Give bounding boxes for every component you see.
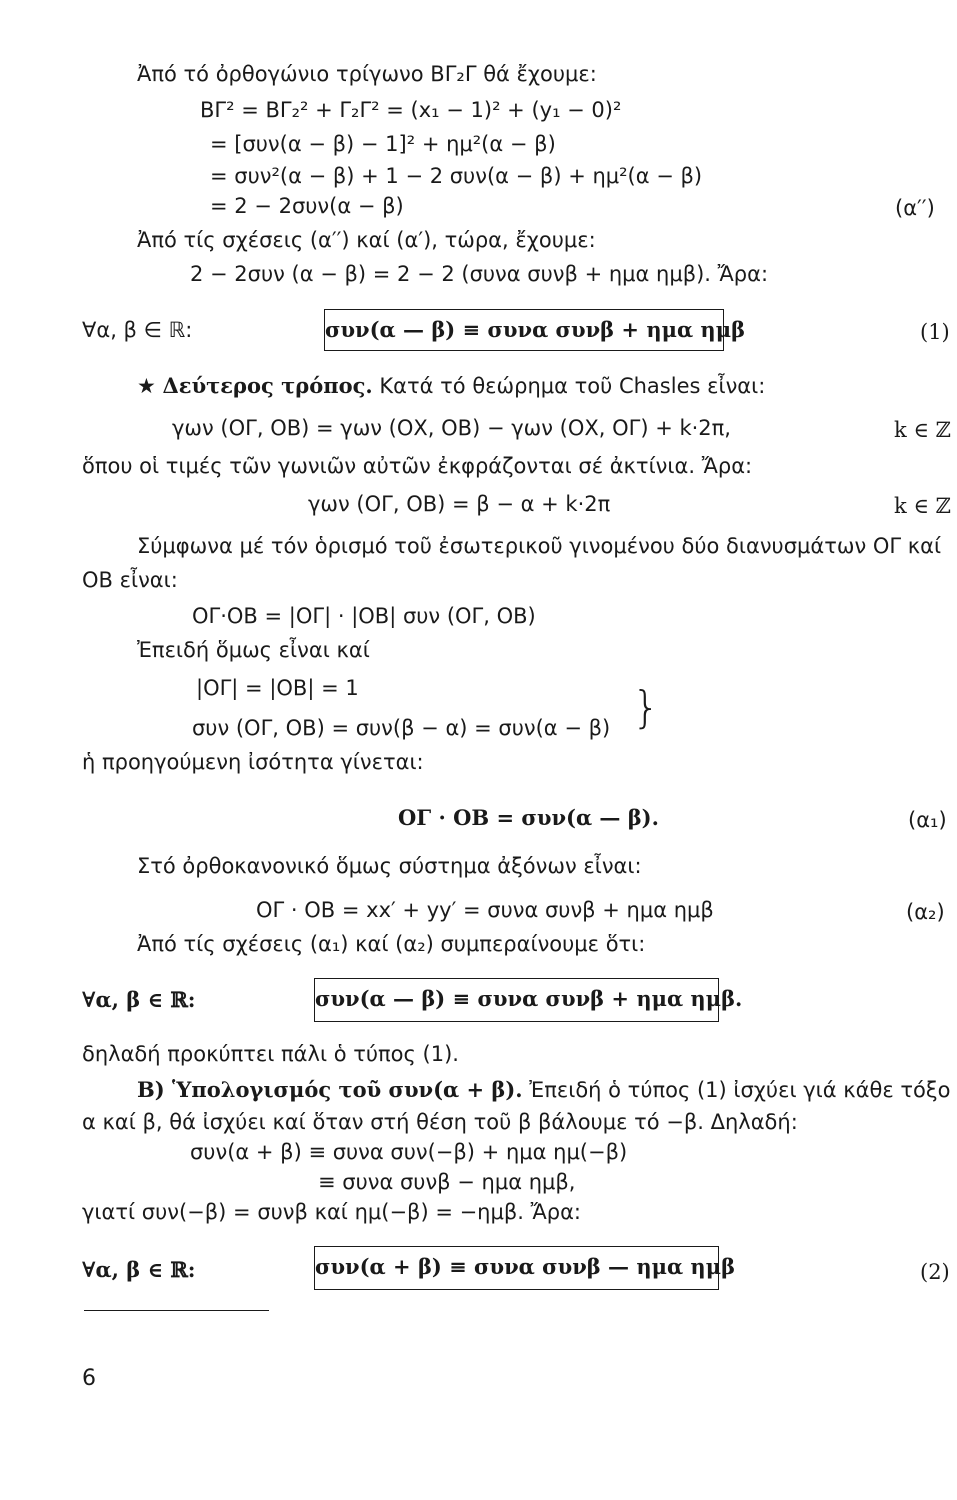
angle-equation: γων (ΟΓ, ΟΒ) = β − α + k·2π <box>308 492 611 516</box>
boxed-formula-1b: συν(α — β) ≡ συνα συνβ + ημα ημβ. <box>314 978 719 1022</box>
section-b-text: Ἐπειδή ὁ τύπος (1) ἰσχύει γιά κάθε τόξο <box>529 1078 951 1102</box>
boxed-formula-2: συν(α + β) ≡ συνα συνβ — ημα ημβ <box>314 1246 719 1290</box>
formula-prefix: ∀α, β ∈ ℝ: <box>82 987 196 1012</box>
equation-line: = 2 − 2συν(α − β) <box>210 194 404 218</box>
section-b-title: Β) Ὑπολογισμός τοῦ συν(α + β). <box>137 1077 523 1102</box>
angle-k: k ∈ ℤ <box>894 494 951 518</box>
page-number: 6 <box>82 1366 96 1391</box>
text-line: ὅπου οἱ τιμές τῶν γωνιῶν αὐτῶν ἐκφράζονται σέ ἀκτίνια. Ἄρα: <box>82 454 753 478</box>
text-line: Ἀπό τό ὀρθογώνιο τρίγωνο ΒΓ₂Γ θά ἔχουμε: <box>137 62 597 86</box>
text-line: α καί β, θά ἰσχύει καί ὅταν στή θέση τοῦ β βάλουμε τό −β. Δηλαδή: <box>82 1110 798 1134</box>
star-icon: ★ <box>137 374 156 398</box>
formula-prefix: ∀α, β ∈ ℝ: <box>82 1257 196 1282</box>
text-line: Ἐπειδή ὅμως εἶναι καί <box>137 638 370 662</box>
chasles-k: k ∈ ℤ <box>894 418 951 442</box>
norm-equation: |ΟΓ| = |ΟΒ| = 1 <box>196 676 359 700</box>
text-line: Σύμφωνα μέ τόν ὁρισμό τοῦ ἐσωτερικοῦ γινομένου δύο διανυσμάτων ΟΓ καί <box>137 534 942 558</box>
equation-line: = συν²(α − β) + 1 − 2 συν(α − β) + ημ²(α − β) <box>210 164 703 188</box>
sum-equation-1: συν(α + β) ≡ συνα συν(−β) + ημα ημ(−β) <box>190 1140 628 1164</box>
formula-tag: (1) <box>920 320 950 344</box>
text-line: ΟΒ εἶναι: <box>82 568 178 592</box>
a1-tag: (α₁) <box>908 808 947 832</box>
a1-equation: ΟΓ · ΟΒ = συν(α — β). <box>398 805 659 830</box>
second-method-text: Κατά τό θεώρημα τοῦ Chasles εἶναι: <box>379 374 766 398</box>
chasles-equation: γων (ΟΓ, ΟΒ) = γων (ΟΧ, ΟΒ) − γων (ΟΧ, ΟΓ) + k·2π, <box>172 416 731 440</box>
section-b-line <box>137 1076 950 1104</box>
equation-line: ΒΓ² = ΒΓ₂² + Γ₂Γ² = (x₁ − 1)² + (y₁ − 0)² <box>200 98 622 122</box>
equation-tag: (α′′) <box>895 196 935 220</box>
text-line: ἡ προηγούμενη ἰσότητα γίνεται: <box>82 750 424 774</box>
right-brace: } <box>632 682 660 733</box>
second-method-line <box>137 372 765 400</box>
boxed-formula-1: συν(α — β) ≡ συνα συνβ + ημα ημβ <box>324 309 724 351</box>
formula-tag: (2) <box>920 1260 950 1284</box>
inner-product-equation: ΟΓ·ΟΒ = |ΟΓ| · |ΟΒ| συν (ΟΓ, ΟΒ) <box>192 604 536 628</box>
text-line: δηλαδή προκύπτει πάλι ὁ τύπος (1). <box>82 1042 459 1066</box>
footnote-rule <box>84 1310 269 1311</box>
cos-equation: συν (ΟΓ, ΟΒ) = συν(β − α) = συν(α − β) <box>192 716 611 740</box>
text-line: Ἀπό τίς σχέσεις (α₁) καί (α₂) συμπεραίνουμε ὅτι: <box>137 932 646 956</box>
sum-equation-2: ≡ συνα συνβ − ημα ημβ, <box>318 1170 576 1194</box>
text-line: Ἀπό τίς σχέσεις (α′′) καί (α′), τώρα, ἔχουμε: <box>137 228 596 252</box>
second-method-title: Δεύτερος τρόπος. <box>162 373 373 398</box>
equation-line: = [συν(α − β) − 1]² + ημ²(α − β) <box>210 132 556 156</box>
formula-prefix: ∀α, β ∈ ℝ: <box>82 318 193 342</box>
text-line: γιατί συν(−β) = συνβ καί ημ(−β) = −ημβ. Ἄρα: <box>82 1200 582 1224</box>
a2-equation: ΟΓ · ΟΒ = xx′ + yy′ = συνα συνβ + ημα ημβ <box>256 898 714 922</box>
text-line: Στό ὀρθοκανονικό ὅμως σύστημα ἀξόνων εἶναι: <box>137 854 642 878</box>
a2-tag: (α₂) <box>906 900 945 924</box>
equation-line: 2 − 2συν (α − β) = 2 − 2 (συνα συνβ + ημα ημβ). Ἄρα: <box>190 262 769 286</box>
